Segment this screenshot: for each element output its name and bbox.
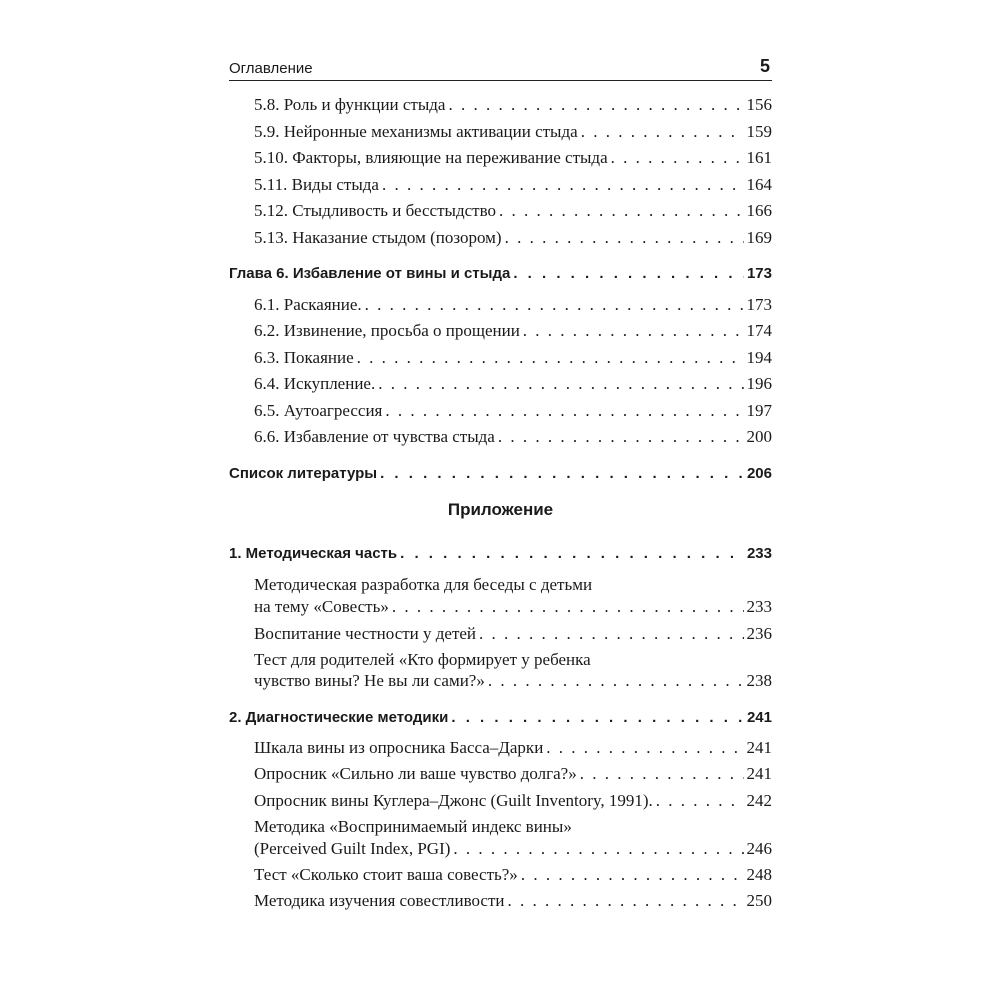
toc-entry[interactable] xyxy=(254,737,772,759)
dot-leader xyxy=(513,263,744,285)
toc-entry-label: 5.13. Наказание стыдом (позором) xyxy=(254,228,502,247)
toc-entry[interactable] xyxy=(254,373,772,395)
dot-leader xyxy=(488,670,744,692)
toc-entry-page: 166 xyxy=(746,201,772,220)
toc-entry-label: 6.3. Покаяние xyxy=(254,348,354,367)
toc-entry[interactable] xyxy=(254,790,772,812)
dot-leader xyxy=(400,543,744,565)
dot-leader xyxy=(499,200,744,222)
dot-leader xyxy=(448,94,743,116)
toc-entry[interactable] xyxy=(254,347,772,369)
dot-leader xyxy=(508,890,744,912)
running-header-title: Оглавление xyxy=(229,60,313,77)
toc-entry-page: 246 xyxy=(746,839,772,858)
toc-entry-page: 242 xyxy=(746,791,772,810)
toc-chapter-label: 1. Методическая часть xyxy=(229,545,398,562)
toc-bibliography[interactable] xyxy=(229,463,772,485)
appendix-heading: Приложение xyxy=(447,500,554,519)
toc-appendix-part-1[interactable] xyxy=(229,543,772,565)
toc-entry-first-line: Методическая разработка для беседы с детьми xyxy=(254,575,593,594)
dot-leader xyxy=(365,294,744,316)
toc-entry-page: 159 xyxy=(746,122,772,141)
toc-entry[interactable] xyxy=(254,147,772,169)
dot-leader xyxy=(611,147,744,169)
toc-entry[interactable] xyxy=(254,596,772,618)
toc-entry-label: на тему «Совесть» xyxy=(254,597,389,616)
toc-entry[interactable] xyxy=(254,864,772,886)
dot-leader xyxy=(581,121,744,143)
toc-entry-page: 241 xyxy=(746,738,772,757)
toc-entry-page: 250 xyxy=(746,891,772,910)
toc-entry-label: 5.10. Факторы, влияющие на переживание стыда xyxy=(254,148,608,167)
toc-appendix-part-2[interactable] xyxy=(229,707,772,729)
toc-entry-page: 156 xyxy=(746,95,772,114)
dot-leader xyxy=(498,426,744,448)
toc-entry[interactable] xyxy=(254,320,772,342)
toc-entry-label: 5.8. Роль и функции стыда xyxy=(254,95,446,114)
toc-entry-first-line: Методика «Воспринимаемый индекс вины» xyxy=(254,817,572,836)
toc-chapter-label: 2. Диагностические методики xyxy=(229,709,449,726)
dot-leader xyxy=(382,174,744,196)
toc-entry-page: 197 xyxy=(746,401,772,420)
toc-entry-label: 6.4. Искупление. xyxy=(254,374,376,393)
dot-leader xyxy=(357,347,744,369)
toc-entry-page: 196 xyxy=(746,374,772,393)
toc-chapter-page: 206 xyxy=(746,465,772,482)
dot-leader xyxy=(392,596,744,618)
toc-entry[interactable] xyxy=(254,670,772,692)
toc-entry[interactable] xyxy=(254,426,772,448)
toc-chapter-label: Глава 6. Избавление от вины и стыда xyxy=(229,265,511,282)
toc-entry[interactable] xyxy=(254,623,772,645)
page-number: 5 xyxy=(759,56,770,76)
dot-leader xyxy=(580,763,744,785)
toc-entry-label: Методика изучения совестливости xyxy=(254,891,505,910)
dot-leader xyxy=(451,707,744,729)
toc-entry-label: чувство вины? Не вы ли сами?» xyxy=(254,671,485,690)
toc-entry-label: 5.11. Виды стыда xyxy=(254,175,379,194)
toc-chapter-page: 233 xyxy=(746,545,772,562)
toc-entry[interactable] xyxy=(254,94,772,116)
dot-leader xyxy=(479,623,743,645)
toc-entry-page: 236 xyxy=(746,624,772,643)
toc-entry-page: 164 xyxy=(746,175,772,194)
toc-entry-page: 194 xyxy=(746,348,772,367)
toc-entry[interactable] xyxy=(254,294,772,316)
toc-entry-label: 5.12. Стыдливость и бесстыдство xyxy=(254,201,496,220)
dot-leader xyxy=(546,737,743,759)
dot-leader xyxy=(378,373,743,395)
running-header xyxy=(229,56,772,81)
toc-entry-label: 6.5. Аутоагрессия xyxy=(254,401,383,420)
toc-entry-page: 233 xyxy=(746,597,772,616)
toc-entry[interactable] xyxy=(254,763,772,785)
toc-entry[interactable] xyxy=(254,121,772,143)
toc-entry-label: (Perceived Guilt Index, PGI) xyxy=(254,839,451,858)
toc-chapter-6[interactable] xyxy=(229,263,772,285)
toc-entry-page: 173 xyxy=(746,295,772,314)
toc-entry[interactable] xyxy=(254,400,772,422)
toc-entry-page: 248 xyxy=(746,865,772,884)
dot-leader xyxy=(521,864,744,886)
toc-entry-page: 238 xyxy=(746,671,772,690)
dot-leader xyxy=(385,400,743,422)
toc-entry[interactable] xyxy=(254,838,772,860)
toc-entry-page: 169 xyxy=(746,228,772,247)
toc-entry-label: 6.1. Раскаяние. xyxy=(254,295,362,314)
toc-entry[interactable] xyxy=(254,890,772,912)
toc-entry-label: Опросник вины Куглера–Джонс (Guilt Inventory, 1991). xyxy=(254,791,653,810)
toc-entry-label: Тест «Сколько стоит ваша совесть?» xyxy=(254,865,518,884)
toc-entry-label: 6.2. Извинение, просьба о прощении xyxy=(254,321,520,340)
toc-chapter-page: 241 xyxy=(746,709,772,726)
toc-entry-label: Опросник «Сильно ли ваше чувство долга?» xyxy=(254,764,577,783)
dot-leader xyxy=(656,790,744,812)
toc-entry-page: 174 xyxy=(746,321,772,340)
toc-entry-first-line: Тест для родителей «Кто формирует у ребенка xyxy=(254,650,591,669)
toc-entry-label: Воспитание честности у детей xyxy=(254,624,477,643)
toc-entry-page: 161 xyxy=(746,148,772,167)
toc-chapter-page: 173 xyxy=(746,265,772,282)
toc-entry[interactable] xyxy=(254,200,772,222)
toc-entry[interactable] xyxy=(254,227,772,249)
dot-leader xyxy=(380,463,744,485)
dot-leader xyxy=(505,227,744,249)
toc-entry-page: 241 xyxy=(746,764,772,783)
dot-leader xyxy=(453,838,743,860)
dot-leader xyxy=(523,320,744,342)
toc-entry-label: 5.9. Нейронные механизмы активации стыда xyxy=(254,122,578,141)
toc-entry-page: 200 xyxy=(746,427,772,446)
toc-entry[interactable] xyxy=(254,174,772,196)
toc-chapter-label: Список литературы xyxy=(229,465,378,482)
toc-entry-label: 6.6. Избавление от чувства стыда xyxy=(254,427,495,446)
toc-entry-label: Шкала вины из опросника Басса–Дарки xyxy=(254,738,544,757)
